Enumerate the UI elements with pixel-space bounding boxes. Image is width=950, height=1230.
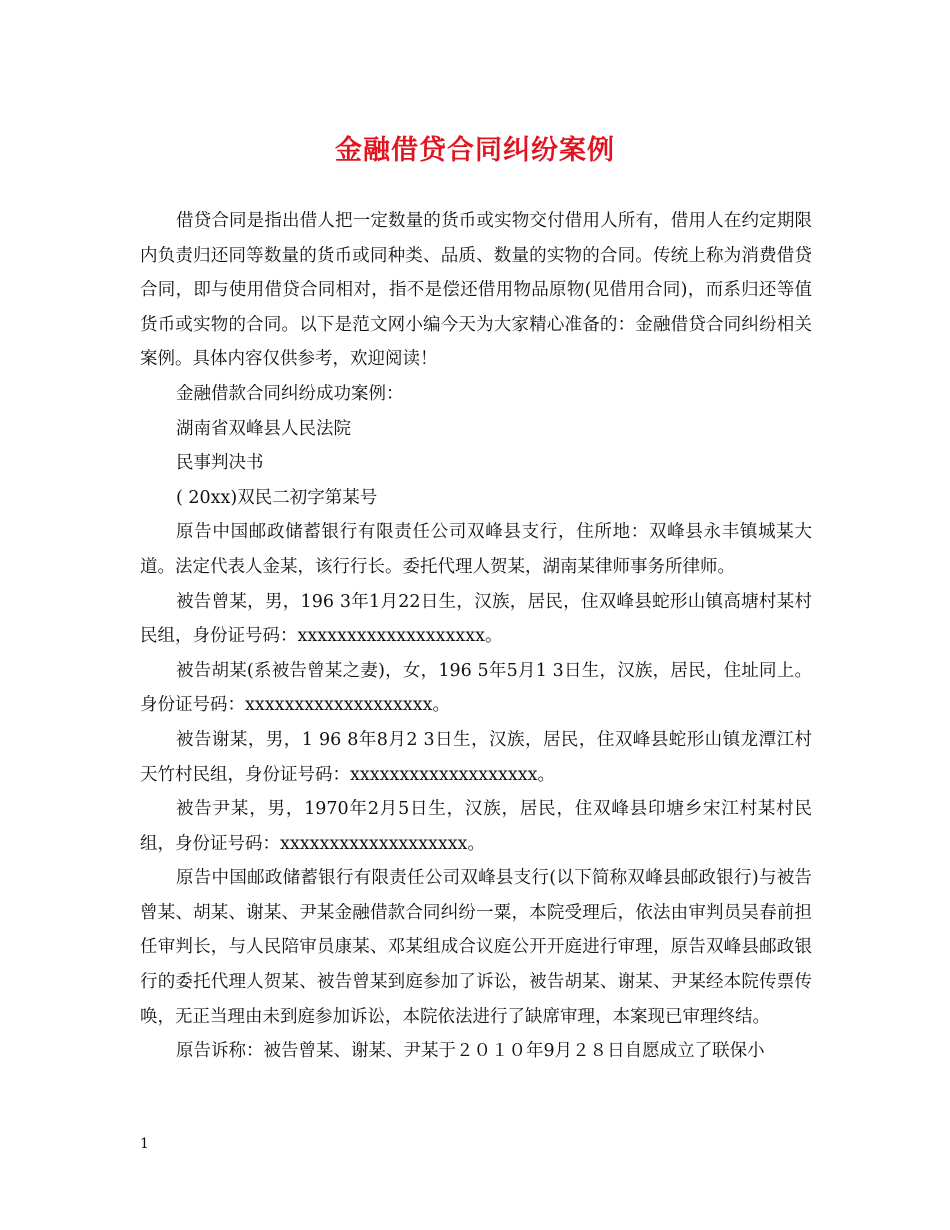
paragraph-intro: 借贷合同是指出借人把一定数量的货币或实物交付借用人所有，借用人在约定期限内负责归还同等数量的货币或同种类、品质、数量的实物的合同。传统上称为消费借贷合同，即与使用借贷合同相对，指不是偿还借用物品原物(见借用合同)，而系归还等值货币或实物的合同。以下是范文网小编今天为大家精心准备的：金融借贷合同纠纷相关案例。具体内容仅供参考，欢迎阅读！ bbox=[140, 211, 812, 370]
paragraph-court-name: 湖南省双峰县人民法院 bbox=[176, 418, 351, 439]
paragraph-case-number: ( 20xx)双民二初字第某号 bbox=[176, 487, 378, 508]
page-number: 1 bbox=[140, 1136, 149, 1152]
paragraph-judgment-title: 民事判决书 bbox=[176, 453, 264, 474]
paragraph-defendant-zeng: 被告曾某，男，196 3年1月22日生，汉族，居民，住双峰县蛇形山镇高塘村某村民组，身份证号码：xxxxxxxxxxxxxxxxxxx。 bbox=[140, 591, 812, 647]
paragraph-defendant-hu: 被告胡某(系被告曾某之妻)，女，196 5年5月1 3日生，汉族，居民，住址同上。身份证号码：xxxxxxxxxxxxxxxxxxx。 bbox=[140, 660, 812, 716]
paragraph-plaintiff: 原告中国邮政储蓄银行有限责任公司双峰县支行，住所地：双峰县永丰镇城某大道。法定代表人金某，该行行长。委托代理人贺某，湖南某律师事务所律师。 bbox=[140, 522, 812, 577]
paragraph-claim: 原告诉称：被告曾某、谢某、尹某于２０１０年9月２８日自愿成立了联保小 bbox=[176, 1041, 765, 1062]
page-title: 金融借贷合同纠纷案例 bbox=[335, 135, 615, 166]
paragraph-defendant-xie: 被告谢某，男，1 96 8年8月2 3日生，汉族，居民，住双峰县蛇形山镇龙潭江村天竹村民组，身份证号码：xxxxxxxxxxxxxxxxxxx。 bbox=[140, 729, 812, 785]
paragraph-case-heading: 金融借款合同纠纷成功案例： bbox=[176, 383, 404, 404]
paragraph-proceedings: 原告中国邮政储蓄银行有限责任公司双峰县支行(以下简称双峰县邮政银行)与被告曾某、胡某、谢某、尹某金融借款合同纠纷一粟，本院受理后，依法由审判员吴春前担任审判长，与人民陪审员康某、邓某组成合议庭公开开庭进行审理，原告双峰县邮政银行的委托代理人贺某、被告曾某到庭参加了诉讼，被告胡某、谢某、尹某经本院传票传唤，无正当理由未到庭参加诉讼，本院依法进行了缺席审理，本案现已审理终结。 bbox=[140, 868, 812, 1027]
document-body bbox=[140, 204, 812, 1069]
paragraph-defendant-yin: 被告尹某，男，1970年2月5日生，汉族，居民，住双峰县印塘乡宋江村某村民组，身份证号码：xxxxxxxxxxxxxxxxxxx。 bbox=[140, 799, 812, 854]
